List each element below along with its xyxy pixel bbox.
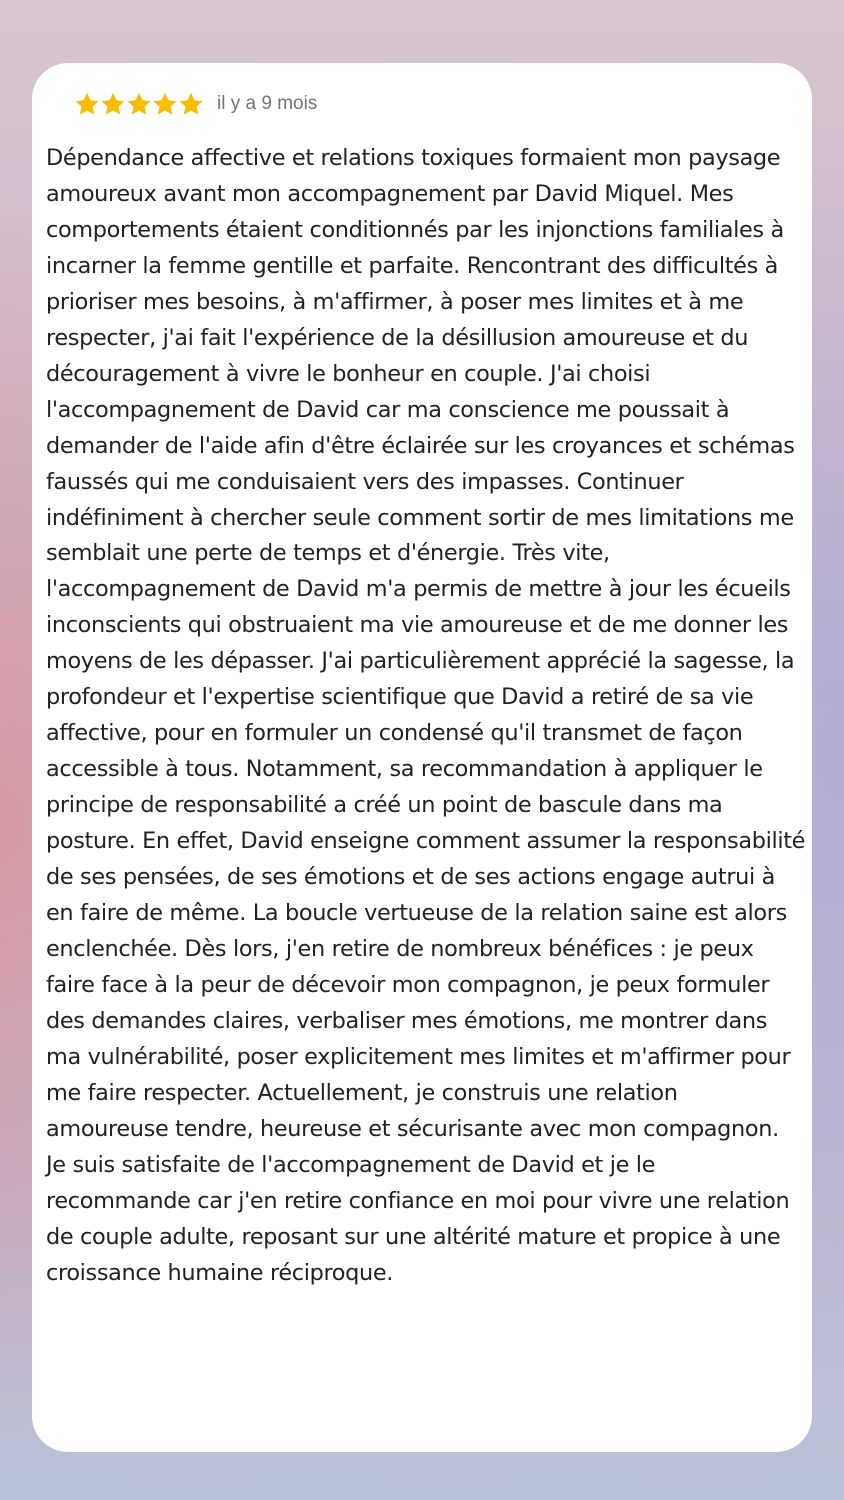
star-icon (178, 91, 204, 117)
review-card (32, 63, 812, 1452)
review-text (46, 141, 806, 1292)
review-time-ago: il y a 9 mois (217, 93, 318, 114)
star-rating (74, 91, 204, 117)
star-icon (126, 91, 152, 117)
star-icon (152, 91, 178, 117)
rating-row (74, 89, 317, 119)
star-icon (74, 91, 100, 117)
review-paragraph: Je suis satisfaite de l'accompagnement de David et je le recommande car j'en retire confiance en moi pour vivre une relation de couple adulte, reposant sur une altérité mature et propice à une croissance humaine réciproque. (46, 1151, 790, 1286)
star-icon (100, 91, 126, 117)
review-paragraph: Dépendance affective et relations toxiques formaient mon paysage amoureux avant mon accompagnement par David Miquel. Mes comportements étaient conditionnés par les injonctions familiales à incarner la femme gentille et parfaite. Rencontrant des difficultés à prioriser mes besoins, à m'affirmer, à poser mes limites et à me respecter, j'ai fait l'expérience de la désillusion amoureuse et du découragement à vivre le bonheur en couple. J'ai choisi l'accompagnement de David car ma conscience me poussait à demander de l'aide afin d'être éclairée sur les croyances et schémas faussés qui me conduisaient vers des impasses. Continuer indéfiniment à chercher seule comment sortir de mes limitations me semblait une perte de temps et d'énergie. Très vite, l'accompagnement de David m'a permis de mettre à jour les écueils inconscients qui obstruaient ma vie amoureuse et de me donner les moyens de les dépasser. J'ai particulièrement apprécié la sagesse, la profondeur et l'expertise scientifique que David a retiré de sa vie affective, pour en formuler un condensé qu'il transmet de façon accessible à tous. Notamment, sa recommandation à appliquer le principe de responsabilité a créé un point de bascule dans ma posture. En effet, David enseigne comment assumer la responsabilité de ses pensées, de ses émotions et de ses actions engage autrui à en faire de même. La boucle vertueuse de la relation saine est alors enclenchée. Dès lors, j'en retire de nombreux bénéfices : je peux faire face à la peur de décevoir mon compagnon, je peux formuler des demandes claires, verbaliser mes émotions, me montrer dans ma vulnérabilité, poser explicitement mes limites et m'affirmer pour me faire respecter. Actuellement, je construis une relation amoureuse tendre, heureuse et sécurisante avec mon compagnon. (46, 145, 806, 1142)
